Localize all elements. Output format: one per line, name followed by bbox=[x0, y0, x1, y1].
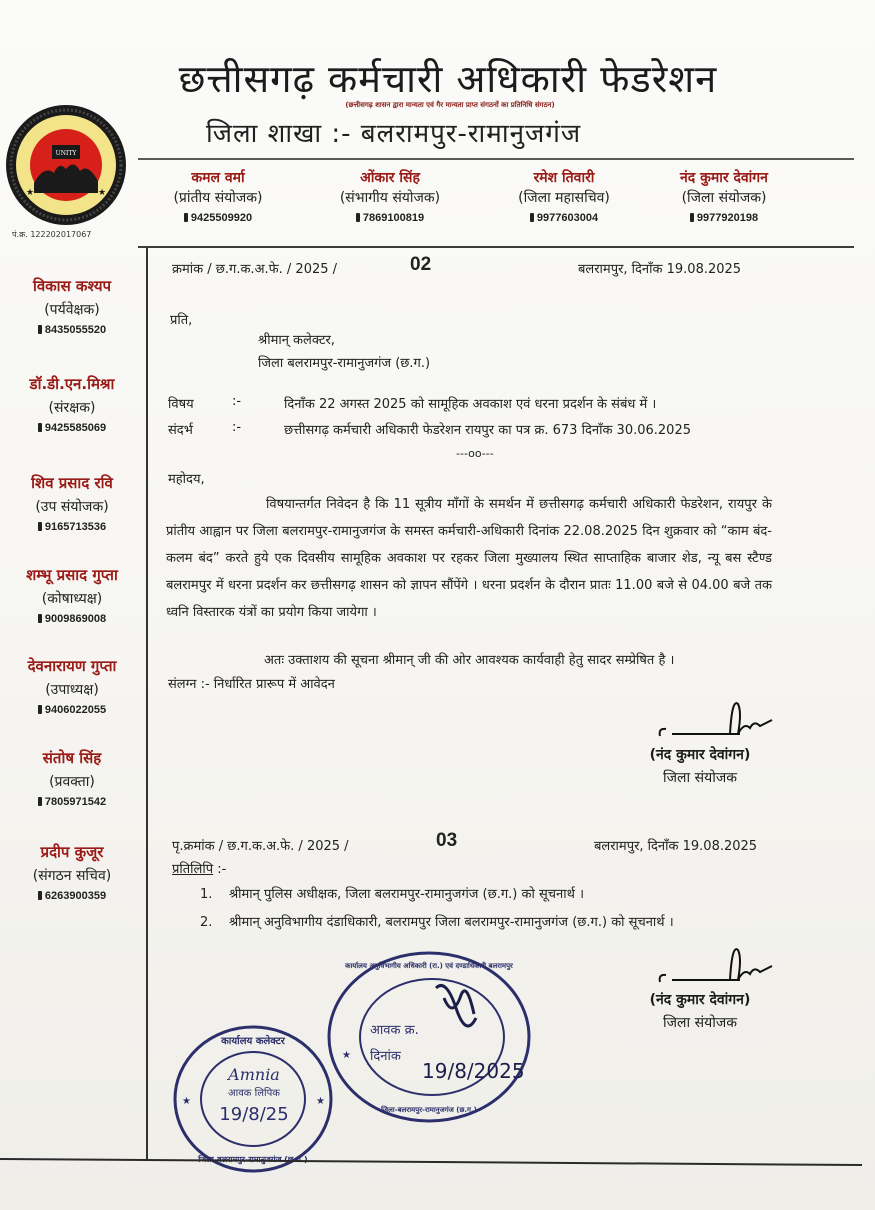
signatory-name: (नंद कुमार देवांगन) bbox=[649, 747, 751, 763]
reference-label: संदर्भ bbox=[168, 423, 193, 438]
signatory-role: जिला संयोजक bbox=[663, 1015, 737, 1031]
logo-label: UNITY bbox=[55, 150, 77, 157]
copy-label: प्रतिलिपि bbox=[172, 862, 214, 877]
officer-name: ओंकार सिंह bbox=[360, 170, 420, 186]
officer-phone: 9977920198 bbox=[644, 212, 804, 224]
member-name: संतोष सिंह bbox=[42, 749, 102, 767]
addressee-line-2: जिला बलरामपुर-रामानुजगंज (छ.ग.) bbox=[258, 356, 431, 371]
footer-divider bbox=[0, 1158, 862, 1166]
member-name: विकास कश्यप bbox=[32, 277, 112, 295]
member-phone: 8435055520 bbox=[6, 324, 138, 336]
header-divider bbox=[138, 158, 854, 160]
phone-icon bbox=[530, 213, 534, 222]
subject-text: दिनाँक 22 अगस्त 2025 को सामूहिक अवकाश एवं धरना प्रदर्शन के संबंध में । bbox=[284, 397, 657, 412]
officer-card bbox=[310, 168, 470, 224]
copy-signature-block bbox=[610, 990, 790, 1032]
org-title: छत्तीसगढ़ कर्मचारी अधिकारी फेडरेशन bbox=[178, 57, 718, 101]
sdm-office-stamp bbox=[326, 948, 532, 1126]
member-name: प्रदीप कुजूर bbox=[40, 843, 104, 861]
phone-icon bbox=[38, 614, 42, 623]
reference-number-prefix: क्रमांक / छ.ग.क.अ.फे. / 2025 / bbox=[172, 262, 338, 277]
svg-text:★: ★ bbox=[98, 188, 107, 198]
officer-phone: 9425509920 bbox=[138, 212, 298, 224]
collector-office-stamp bbox=[172, 1024, 334, 1174]
divider-ornament: ---oo--- bbox=[456, 447, 494, 460]
officer-role: (प्रांतीय संयोजक) bbox=[173, 190, 263, 206]
member-phone: 9425585069 bbox=[6, 422, 138, 434]
officer-card bbox=[484, 168, 644, 224]
phone-icon bbox=[38, 325, 42, 334]
officer-role: (संभागीय संयोजक) bbox=[339, 190, 441, 206]
officer-name: कमल वर्मा bbox=[191, 170, 245, 186]
org-subtitle: (छत्तीसगढ़ शासन द्वारा मान्यता एवं गैर मान्यता प्राप्त संगठनों का प्रतिनिधि संगठन) bbox=[345, 101, 555, 109]
copy-recipient: 2. श्रीमान् अनुविभागीय दंडाधिकारी, बलरामपुर जिला बलरामपुर-रामानुजगंज (छ.ग.) को सूचनार्थ । bbox=[200, 915, 674, 930]
stamp-arc-text: कार्यालय अनुविभागीय अधिकारी (रा.) एवं दण्डाधिकारी बलरामपुर bbox=[345, 962, 513, 970]
signature-block bbox=[610, 745, 790, 787]
phone-icon bbox=[38, 522, 42, 531]
member-name: शिव प्रसाद रवि bbox=[31, 474, 113, 492]
member-role: (संरक्षक) bbox=[48, 400, 96, 416]
copy-place-date: बलरामपुर, दिनाँक 19.08.2025 bbox=[594, 839, 758, 854]
officer-card bbox=[644, 168, 804, 224]
stamp-date: 19/8/2025 bbox=[422, 1059, 525, 1083]
sidebar-member bbox=[6, 748, 138, 808]
copy-label-row: प्रतिलिपि :- bbox=[172, 862, 227, 877]
officers-divider bbox=[138, 246, 854, 248]
member-phone: 9165713536 bbox=[6, 521, 138, 533]
stamp-sign: Amnia bbox=[228, 1065, 280, 1084]
reference-text: छत्तीसगढ़ कर्मचारी अधिकारी फेडरेशन रायपुर का पत्र क्र. 673 दिनाँक 30.06.2025 bbox=[284, 423, 691, 438]
phone-icon bbox=[38, 705, 42, 714]
member-role: (पर्यवेक्षक) bbox=[44, 302, 100, 318]
officer-name: रमेश तिवारी bbox=[533, 170, 595, 186]
member-role: (प्रवक्ता) bbox=[49, 774, 95, 790]
officer-phone: 7869100819 bbox=[310, 212, 470, 224]
svg-text:★: ★ bbox=[342, 1050, 351, 1061]
officer-phone: 9977603004 bbox=[484, 212, 644, 224]
member-name: शम्भू प्रसाद गुप्ता bbox=[26, 566, 118, 584]
phone-icon bbox=[38, 891, 42, 900]
sidebar-member bbox=[6, 473, 138, 533]
registration-number: पं.क्र. 122202017067 bbox=[12, 230, 92, 239]
phone-icon bbox=[690, 213, 694, 222]
officer-card bbox=[138, 168, 298, 224]
sidebar-member bbox=[6, 656, 138, 716]
body-paragraph-1: विषयान्तर्गत निवेदन है कि 11 सूत्रीय माँगों के समर्थन में छत्तीसगढ़ कर्मचारी अधिकारी फेडरेशन, रायपुर के प्रांतीय आह्वान पर जिला बलरामपुर-रामानुजगंज के समस्त कर्मचारी-अधिकारी दिनांक 22.08.2025 दिन शुक्रवार को “काम बंद-कलम बंद” करते हुये एक दिवसीय सामूहिक अवकाश पर रहकर जिला मुख्यालय स्थित साप्ताहिक बाजार शेड, न्यू बस स्टैण्ड बलरामपुर में धरना प्रदर्शन कर छत्तीसगढ़ शासन को ज्ञापन सौंपेंगे । धरना प्रदर्शन के दौरान प्रातः 11.00 बजे से 04.00 बजे तक ध्वनि विस्तारक यंत्रों का प्रयोग किया जायेगा । bbox=[166, 497, 772, 620]
svg-text:★: ★ bbox=[182, 1096, 191, 1107]
signatory-role: जिला संयोजक bbox=[663, 770, 737, 786]
officer-role: (जिला महासचिव) bbox=[518, 190, 610, 206]
svg-text:★: ★ bbox=[26, 188, 35, 198]
signature-mark bbox=[650, 698, 780, 746]
stamp-middle-text: आवक लिपिक bbox=[228, 1088, 280, 1099]
copy-recipient: 1. श्रीमान् पुलिस अधीक्षक, जिला बलरामपुर-रामानुजगंज (छ.ग.) को सूचनार्थ । bbox=[200, 887, 584, 902]
body-paragraph-2: अतः उक्ताशय की सूचना श्रीमान् जी की ओर आवश्यक कार्यवाही हेतु सादर सम्प्रेषित है । bbox=[264, 653, 675, 668]
officer-name: नंद कुमार देवांगन bbox=[680, 170, 768, 186]
member-phone: 9009869008 bbox=[6, 613, 138, 625]
signature-mark bbox=[650, 944, 780, 992]
sidebar-member bbox=[6, 565, 138, 625]
member-role: (उप संयोजक) bbox=[35, 499, 109, 515]
officer-role: (जिला संयोजक) bbox=[681, 190, 767, 206]
signatory-name: (नंद कुमार देवांगन) bbox=[649, 992, 751, 1008]
member-phone: 7805971542 bbox=[6, 796, 138, 808]
member-role: (संगठन सचिव) bbox=[32, 868, 112, 884]
phone-icon bbox=[38, 423, 42, 432]
enclosure: संलग्न :- निर्धारित प्रारूप में आवेदन bbox=[168, 677, 335, 692]
reference-number: 02 bbox=[410, 254, 432, 275]
sidebar-member bbox=[6, 374, 138, 434]
addressee-line-1: श्रीमान् कलेक्टर, bbox=[258, 333, 335, 348]
federation-logo bbox=[4, 103, 128, 227]
phone-icon bbox=[38, 797, 42, 806]
member-role: (उपाध्यक्ष) bbox=[45, 682, 99, 698]
phone-icon bbox=[356, 213, 360, 222]
place-date: बलरामपुर, दिनाँक 19.08.2025 bbox=[578, 262, 742, 277]
stamp-date: 19/8/25 bbox=[219, 1104, 289, 1125]
member-phone: 9406022055 bbox=[6, 704, 138, 716]
reference-separator: :- bbox=[232, 420, 242, 435]
phone-icon bbox=[184, 213, 188, 222]
member-name: डॉ.डी.एन.मिश्रा bbox=[29, 375, 115, 393]
member-role: (कोषाध्यक्ष) bbox=[41, 591, 103, 607]
svg-text:★: ★ bbox=[316, 1096, 325, 1107]
stamp-top-text: कार्यालय कलेक्टर bbox=[221, 1036, 285, 1047]
salutation: महोदय, bbox=[168, 472, 205, 487]
stamp-date-label: दिनांक bbox=[370, 1049, 401, 1064]
sidebar-member bbox=[6, 842, 138, 902]
subject-separator: :- bbox=[232, 394, 242, 409]
copy-reference-prefix: पृ.क्रमांक / छ.ग.क.अ.फे. / 2025 / bbox=[172, 839, 349, 854]
stamp-bottom-text: जिला-बलरामपुर-रामानुजगंज (छ.ग.) bbox=[381, 1106, 477, 1114]
member-phone: 6263900359 bbox=[6, 890, 138, 902]
branch-name: जिला शाखा :- बलरामपुर-रामानुजगंज bbox=[206, 119, 582, 149]
sidebar-member bbox=[6, 276, 138, 336]
copy-reference-number: 03 bbox=[436, 830, 458, 851]
subject-label: विषय bbox=[168, 397, 194, 412]
stamp-inward-label: आवक क्र. bbox=[370, 1023, 419, 1038]
member-name: देवनारायण गुप्ता bbox=[27, 657, 117, 675]
sidebar-divider bbox=[146, 247, 148, 1159]
to-label: प्रति, bbox=[170, 313, 193, 328]
